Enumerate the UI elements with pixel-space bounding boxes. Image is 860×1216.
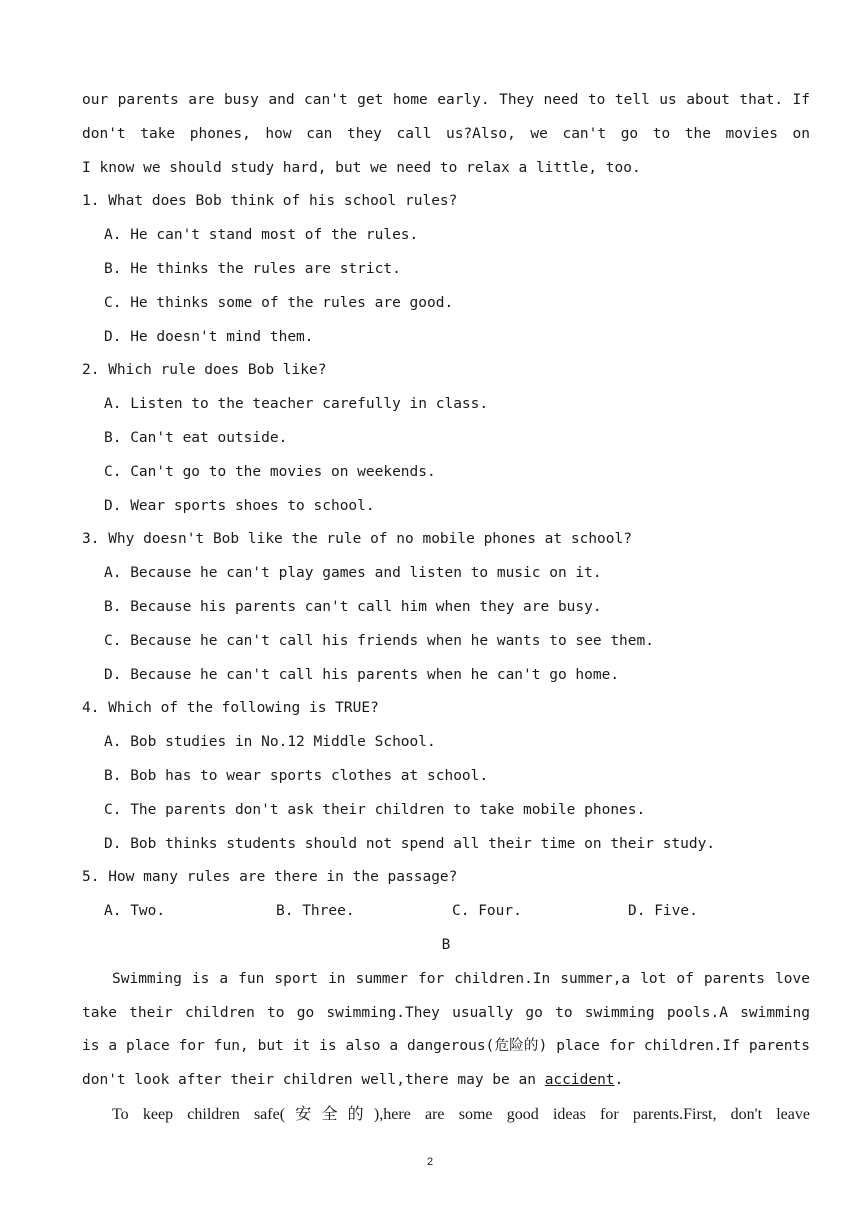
question-option: B. Bob has to wear sports clothes at school. xyxy=(104,767,489,784)
question-option: C. Four. xyxy=(452,903,522,920)
question-stem: 5. How many rules are there in the passage? xyxy=(82,869,458,886)
question-option: A. He can't stand most of the rules. xyxy=(104,227,419,244)
question-option: D. Bob thinks students should not spend all their time on their study. xyxy=(104,835,716,852)
question-option: C. The parents don't ask their children to take mobile phones. xyxy=(104,801,646,818)
passage-line: Swimming is a fun sport in summer for children.In summer,a lot of parents love xyxy=(112,970,810,987)
question-stem: 3. Why doesn't Bob like the rule of no mobile phones at school? xyxy=(82,531,632,548)
passage-text: don't look after their children well,there may be an xyxy=(82,1072,545,1089)
question-options-row xyxy=(82,895,810,929)
passage-line: is a place for fun, but it is also a dangerous(危险的) place for children.If parents xyxy=(82,1038,810,1055)
question-option: D. Because he can't call his parents when he can't go home. xyxy=(104,666,620,683)
passage-line: our parents are busy and can't get home early. They need to tell us about that. If xyxy=(82,92,810,108)
document-page xyxy=(82,84,810,1132)
question-option: C. Can't go to the movies on weekends. xyxy=(104,463,436,480)
question-option: A. Two. xyxy=(104,903,166,920)
question-stem: 2. Which rule does Bob like? xyxy=(82,362,327,379)
passage-line: To keep children safe(安全的),here are some good ideas for parents.First, don't leave xyxy=(112,1105,810,1123)
question-option: C. He thinks some of the rules are good. xyxy=(104,294,454,311)
passage-line: don't take phones, how can they call us?Also, we can't go to the movies on xyxy=(82,125,810,142)
question-option: B. Because his parents can't call him when they are busy. xyxy=(104,598,602,615)
page-number: 2 xyxy=(426,1156,434,1168)
question-option: A. Bob studies in No.12 Middle School. xyxy=(104,734,436,751)
question-option: B. He thinks the rules are strict. xyxy=(104,260,401,277)
passage-text: . xyxy=(614,1072,624,1089)
question-option: D. He doesn't mind them. xyxy=(104,328,314,345)
question-option: A. Listen to the teacher carefully in class. xyxy=(104,396,489,413)
question-option: C. Because he can't call his friends when he wants to see them. xyxy=(104,632,654,649)
question-stem: 4. Which of the following is TRUE? xyxy=(82,700,379,717)
passage-line xyxy=(82,1064,810,1098)
question-option: D. Wear sports shoes to school. xyxy=(104,497,375,514)
underlined-word: accident xyxy=(544,1072,615,1089)
question-option: B. Three. xyxy=(276,903,355,920)
question-option: B. Can't eat outside. xyxy=(104,429,288,446)
section-heading: B xyxy=(441,936,451,953)
question-option: D. Five. xyxy=(628,903,698,920)
question-stem: 1. What does Bob think of his school rules? xyxy=(82,193,458,210)
passage-line: I know we should study hard, but we need to relax a little, too. xyxy=(82,159,641,176)
question-option: A. Because he can't play games and listen to music on it. xyxy=(104,565,602,582)
passage-line: take their children to go swimming.They usually go to swimming pools.A swimming xyxy=(82,1004,810,1021)
